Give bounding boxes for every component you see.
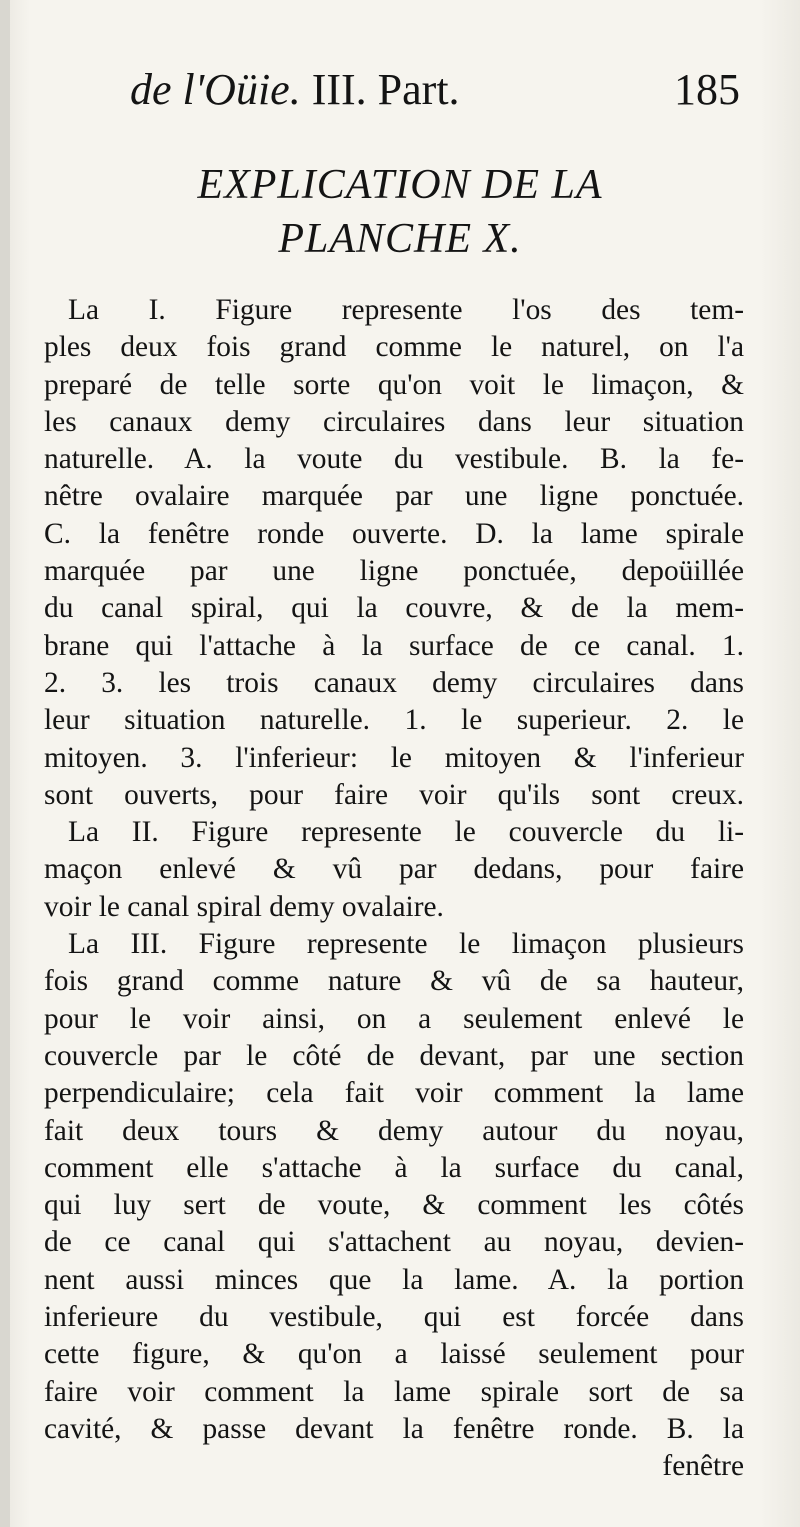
running-title bbox=[130, 60, 460, 120]
heading-line-1: EXPLICATION DE LA bbox=[197, 162, 603, 208]
text-line: nent aussi minces que la lame. A. la portion bbox=[44, 1263, 744, 1296]
text-line: brane qui l'attache à la surface de ce canal. 1. bbox=[44, 629, 744, 662]
text-line: inferieure du vestibule, qui est forcée dans bbox=[44, 1301, 744, 1334]
text-line: C. la fenêtre ronde ouverte. D. la lame spirale bbox=[44, 517, 744, 550]
text-line: ples deux fois grand comme le naturel, on l'a bbox=[44, 331, 744, 364]
text-line: les canaux demy circulaires dans leur situation bbox=[44, 405, 744, 438]
text-line: preparé de telle sorte qu'on voit le limaçon, & bbox=[44, 368, 744, 401]
text-line: perpendiculaire; cela fait voir comment la lame bbox=[44, 1077, 744, 1110]
text-line: marquée par une ligne ponctuée, depoüillée bbox=[44, 555, 744, 588]
section-heading bbox=[60, 158, 740, 266]
page-binding-edge bbox=[0, 0, 10, 1527]
text-line: maçon enlevé & vû par dedans, pour faire bbox=[44, 853, 744, 886]
page-header bbox=[130, 60, 740, 130]
text-line: La III. Figure represente le limaçon plusieurs bbox=[68, 928, 744, 961]
text-line: fait deux tours & demy autour du noyau, bbox=[44, 1114, 744, 1147]
text-line: 2. 3. les trois canaux demy circulaires dans bbox=[44, 666, 744, 699]
running-title-part: III. Part. bbox=[300, 65, 460, 114]
text-line: voir le canal spiral demy ovalaire. bbox=[44, 890, 444, 923]
text-line: couvercle par le côté de devant, par une section bbox=[44, 1039, 744, 1072]
text-line: fois grand comme nature & vû de sa hauteur, bbox=[44, 965, 744, 998]
text-line: leur situation naturelle. 1. le superieur. 2. le bbox=[44, 704, 744, 737]
text-line: nêtre ovalaire marquée par une ligne ponctuée. bbox=[44, 480, 744, 513]
text-line: de ce canal qui s'attachent au noyau, devien- bbox=[44, 1226, 744, 1259]
text-line: La II. Figure represente le couvercle du li- bbox=[68, 816, 744, 849]
text-line: comment elle s'attache à la surface du canal, bbox=[44, 1151, 744, 1184]
text-line: fenêtre bbox=[662, 1450, 744, 1483]
text-line: naturelle. A. la voute du vestibule. B. la fe- bbox=[44, 443, 744, 476]
text-line: cette figure, & qu'on a laissé seulement pour bbox=[44, 1338, 744, 1371]
text-line: cavité, & passe devant la fenêtre ronde. B. la bbox=[44, 1412, 744, 1445]
text-line: qui luy sert de voute, & comment les côtés bbox=[44, 1189, 744, 1222]
text-line: faire voir comment la lame spirale sort de sa bbox=[44, 1375, 744, 1408]
text-line: La I. Figure represente l'os des tem- bbox=[68, 294, 744, 326]
page-number: 185 bbox=[674, 65, 740, 114]
text-line: du canal spiral, qui la couvre, & de la mem- bbox=[44, 592, 744, 625]
text-line: sont ouverts, pour faire voir qu'ils sont creux. bbox=[44, 778, 744, 811]
text-line: pour le voir ainsi, on a seulement enlevé le bbox=[44, 1002, 744, 1035]
heading-line-2: PLANCHE X. bbox=[278, 216, 522, 262]
body-text bbox=[44, 292, 744, 1486]
running-title-italic: de l'Oüie. bbox=[130, 65, 301, 114]
text-line: mitoyen. 3. l'inferieur: le mitoyen & l'inferieur bbox=[44, 741, 744, 774]
